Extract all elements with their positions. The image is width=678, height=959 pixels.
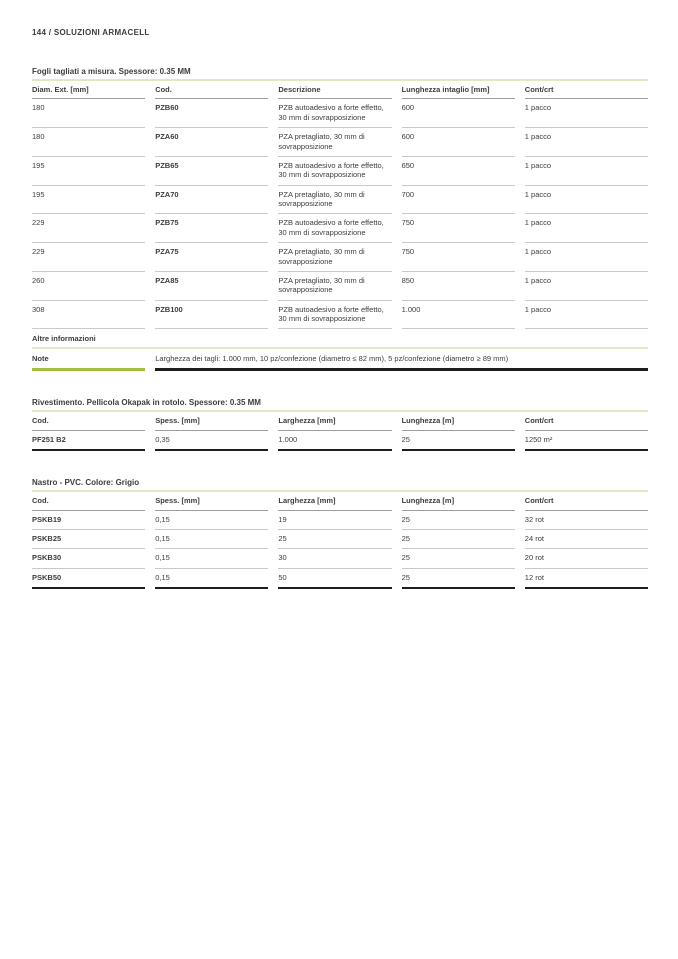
column-header: Cod. [32, 492, 145, 510]
table-cell: 32 rot [525, 511, 648, 530]
table-cell: PZA70 [155, 186, 268, 215]
table-cell: 0,35 [155, 431, 268, 451]
table-cell: 1 pacco [525, 99, 648, 128]
table-cell: 25 [402, 569, 515, 589]
table-cell: PSKB30 [32, 549, 145, 568]
table-cell: 750 [402, 243, 515, 272]
column-header: Cod. [32, 412, 145, 430]
table-cell: PZB autoadesivo a forte effetto, 30 mm di sovrapposizione [278, 99, 391, 128]
page-header: 144 / SOLUZIONI ARMACELL [32, 28, 150, 37]
table-cell: PSKB19 [32, 511, 145, 530]
table-cell: 229 [32, 243, 145, 272]
column-header: Spess. [mm] [155, 492, 268, 510]
table-cell: PSKB25 [32, 530, 145, 549]
table-cell: 195 [32, 157, 145, 186]
column-header: Lunghezza [m] [402, 492, 515, 510]
table-cell: 12 rot [525, 569, 648, 589]
table-cell: 1 pacco [525, 243, 648, 272]
note-text: Larghezza dei tagli: 1.000 mm, 10 pz/confezione (diametro ≤ 82 mm), 5 pz/confezione (diametro ≥ 89 mm) [155, 349, 648, 371]
table-cell: PZB60 [155, 99, 268, 128]
table-cell: 1 pacco [525, 157, 648, 186]
table-cell: 600 [402, 128, 515, 157]
column-header: Cont/crt [525, 492, 648, 510]
table-section-1 [32, 67, 648, 371]
data-table [32, 412, 648, 451]
table-cell: 1 pacco [525, 272, 648, 301]
column-header: Diam. Ext. [mm] [32, 81, 145, 99]
section-title: Fogli tagliati a misura. Spessore: 0.35 MM [32, 67, 648, 81]
table-cell: 1.000 [278, 431, 391, 451]
table-cell: 0,15 [155, 569, 268, 589]
table-cell: 700 [402, 186, 515, 215]
column-header: Larghezza [mm] [278, 492, 391, 510]
table-cell: 1 pacco [525, 128, 648, 157]
table-cell: 1 pacco [525, 186, 648, 215]
table-cell: PZA pretagliato, 30 mm di sovrapposizione [278, 128, 391, 157]
table-cell: PZA pretagliato, 30 mm di sovrapposizione [278, 272, 391, 301]
table-cell: 308 [32, 301, 145, 330]
column-header: Cont/crt [525, 81, 648, 99]
table-cell: 0,15 [155, 530, 268, 549]
column-header: Cont/crt [525, 412, 648, 430]
table-cell: 30 [278, 549, 391, 568]
section-title: Rivestimento. Pellicola Okapak in rotolo. Spessore: 0.35 MM [32, 398, 648, 412]
table-cell: 600 [402, 99, 515, 128]
note-row [32, 349, 648, 371]
table-cell: PZB65 [155, 157, 268, 186]
column-header: Spess. [mm] [155, 412, 268, 430]
table-cell: 25 [278, 530, 391, 549]
table-cell: 19 [278, 511, 391, 530]
table-cell: 195 [32, 186, 145, 215]
table-cell: 25 [402, 511, 515, 530]
table-cell: PZB autoadesivo a forte effetto, 30 mm di sovrapposizione [278, 157, 391, 186]
column-header: Larghezza [mm] [278, 412, 391, 430]
table-cell: PZA85 [155, 272, 268, 301]
section-title: Nastro - PVC. Colore: Grigio [32, 478, 648, 492]
table-cell: PSKB50 [32, 569, 145, 589]
data-table [32, 81, 648, 329]
table-cell: 1 pacco [525, 214, 648, 243]
table-cell: 180 [32, 99, 145, 128]
table-cell: PZA pretagliato, 30 mm di sovrapposizione [278, 243, 391, 272]
table-section-2 [32, 398, 648, 451]
table-cell: 650 [402, 157, 515, 186]
table-cell: PZB autoadesivo a forte effetto, 30 mm di sovrapposizione [278, 301, 391, 330]
column-header: Lunghezza [m] [402, 412, 515, 430]
data-table [32, 492, 648, 589]
table-cell: 1 pacco [525, 301, 648, 330]
column-header: Lunghezza intaglio [mm] [402, 81, 515, 99]
table-section-3 [32, 478, 648, 589]
table-cell: 180 [32, 128, 145, 157]
more-info-heading: Altre informazioni [32, 329, 648, 349]
table-cell: 260 [32, 272, 145, 301]
table-cell: 20 rot [525, 549, 648, 568]
table-cell: PZB autoadesivo a forte effetto, 30 mm di sovrapposizione [278, 214, 391, 243]
column-header: Cod. [155, 81, 268, 99]
table-cell: PZB75 [155, 214, 268, 243]
table-cell: PZB100 [155, 301, 268, 330]
table-cell: 229 [32, 214, 145, 243]
table-cell: 0,15 [155, 549, 268, 568]
table-cell: PZA60 [155, 128, 268, 157]
table-cell: 1250 m² [525, 431, 648, 451]
table-cell: 0,15 [155, 511, 268, 530]
table-cell: 25 [402, 549, 515, 568]
table-cell: PF251 B2 [32, 431, 145, 451]
table-cell: 750 [402, 214, 515, 243]
table-cell: PZA75 [155, 243, 268, 272]
table-cell: 24 rot [525, 530, 648, 549]
note-label: Note [32, 349, 145, 371]
table-cell: 25 [402, 530, 515, 549]
table-cell: 850 [402, 272, 515, 301]
table-cell: 25 [402, 431, 515, 451]
table-cell: 1.000 [402, 301, 515, 330]
column-header: Descrizione [278, 81, 391, 99]
tables-container [32, 67, 648, 589]
table-cell: PZA pretagliato, 30 mm di sovrapposizione [278, 186, 391, 215]
table-cell: 50 [278, 569, 391, 589]
